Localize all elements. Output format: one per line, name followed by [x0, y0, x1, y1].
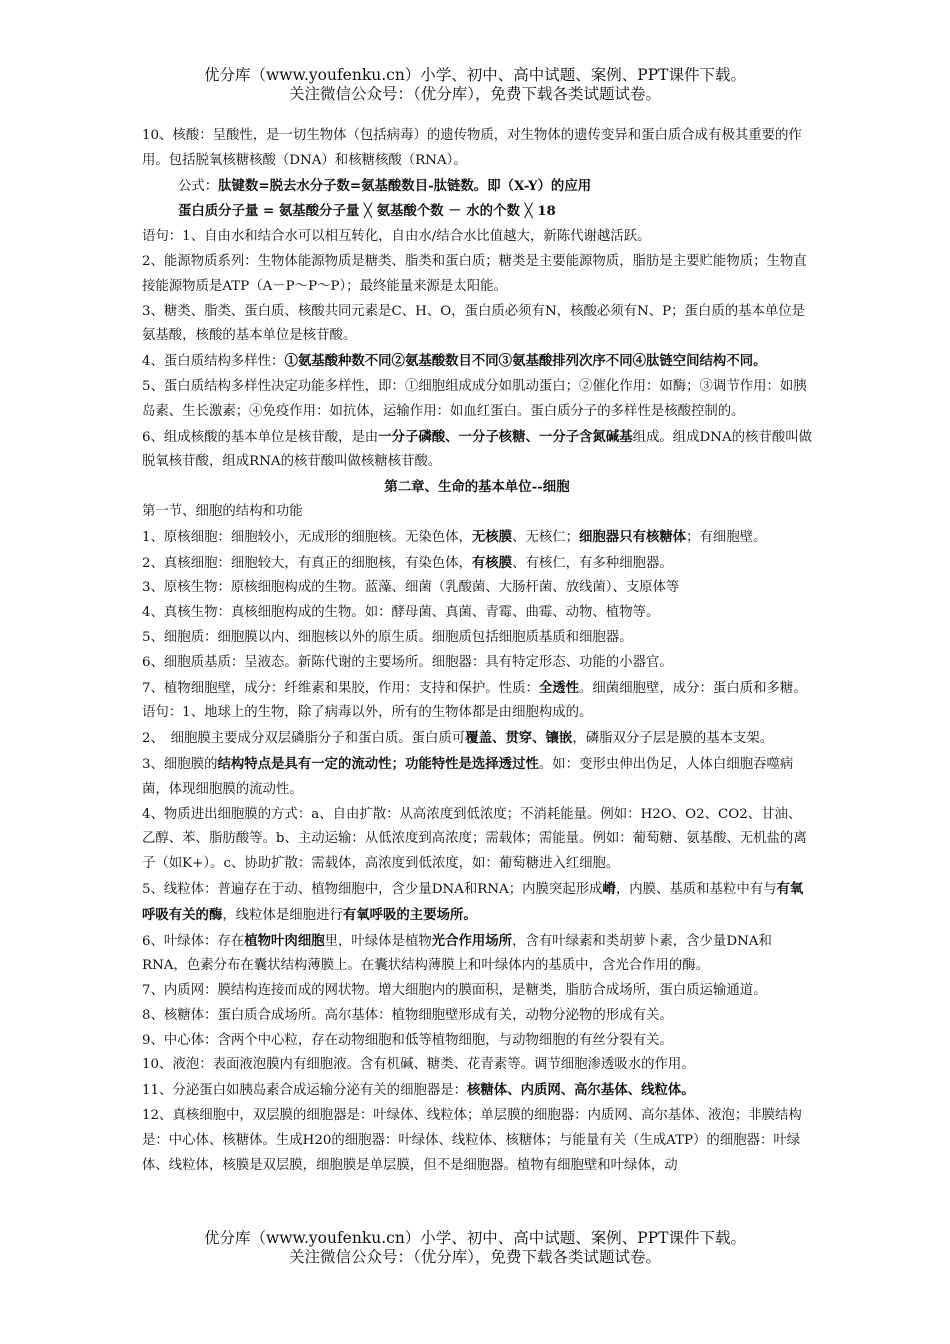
statement-secretory: 11、分泌蛋白如胰岛素合成运输分泌有关的细胞器是：核糖体、内质网、高尔基体、线粒体。 [142, 1082, 695, 1099]
header-line-1: 优分库（www.youfenku.cn）小学、初中、高中试题、案例、PPT课件下载。 [203, 66, 747, 84]
item-cytoplasm: 5、细胞质：细胞膜以内、细胞核以外的原生质。细胞质包括细胞质基质和细胞器。 [142, 629, 633, 645]
statement-protein-function: 5、蛋白质结构多样性决定功能多样性，即：①细胞组成成分如肌动蛋白；②催化作用：如酶；③调节作用：如胰岛素、生长激素；④免疫作用：如抗体，运输作用：如血红蛋白。蛋白质分子的多样性是核酸控制的。 [142, 378, 807, 419]
statement-centrosome: 9、中心体：含两个中心粒，存在动物细胞和低等植物细胞，与动物细胞的有丝分裂有关。 [142, 1032, 673, 1048]
document-body [142, 124, 812, 1178]
item-cell-wall: 7、植物细胞壁，成分：纤维素和果胶，作用：支持和保护。性质：全透性。细菌细胞壁，成分：蛋白质和多糖。 [142, 679, 807, 696]
statement-chloroplast: 6、叶绿体：存在植物叶肉细胞里，叶绿体是植物光合作用场所，含有叶绿素和类胡萝卜素，含少量DNA和RNA，色素分布在囊状结构薄膜上。在囊状结构薄膜上和叶绿体内的基质中，含光合作用的酶。 [142, 932, 772, 974]
statement-mitochondria: 5、线粒体：普遍存在于动、植物细胞中，含少量DNA和RNA；内膜突起形成嵴，内膜、基质和基粒中有与有氧呼吸有关的酶，线粒体是细胞进行有氧呼吸的主要场所。 [142, 880, 804, 923]
paragraph-nucleic-acid: 10、核酸：呈酸性，是一切生物体（包括病毒）的遗传物质，对生物体的遗传变异和蛋白质合成有极其重要的作用。包括脱氧核糖核酸（DNA）和核糖核酸（RNA）。 [142, 128, 802, 168]
statement-nucleotide: 6、组成核酸的基本单位是核苷酸，是由一分子磷酸、一分子核糖、一分子含氮碱基组成。组成DNA的核苷酸叫做脱氧核苷酸，组成RNA的核苷酸叫做核糖核苷酸。 [142, 428, 813, 470]
statement-membrane: 2、 细胞膜主要成分双层磷脂分子和蛋白质。蛋白质可覆盖、贯穿、镶嵌，磷脂双分子层是膜的基本支架。 [142, 730, 774, 747]
statement-ribosome: 8、核糖体：蛋白质合成场所。高尔基体：植物细胞壁形成有关，动物分泌物的形成有关。 [142, 1007, 673, 1023]
formula-peptide-bond: 公式：肽键数=脱去水分子数=氨基酸数目-肽链数。即（X-Y）的应用 [178, 177, 592, 194]
statement-elements: 3、糖类、脂类、蛋白质、核酸共同元素是C、H、O，蛋白质必须有N，核酸必须有N、P；蛋白质的基本单位是氨基酸，核酸的基本单位是核苷酸。 [142, 303, 806, 344]
statement-membrane-features: 3、细胞膜的结构特点是具有一定的流动性；功能特性是选择透过性。如：变形虫伸出伪足，人体白细胞吞噬病菌，体现细胞膜的流动性。 [142, 755, 794, 797]
header-line-2: 关注微信公众号：（优分库），免费下载各类试题试卷。 [288, 85, 661, 103]
item-cytoplasmic-matrix: 6、细胞质基质：呈液态。新陈代谢的主要场所。细胞器：具有特定形态、功能的小器官。 [142, 654, 673, 670]
statement-water: 语句：1、自由水和结合水可以相互转化，自由水/结合水比值越大，新陈代谢越活跃。 [142, 229, 651, 245]
item-prokaryotic-cell: 1、原核细胞：细胞较小，无成形的细胞核。无染色体，无核膜、无核仁；细胞器只有核糖体；有细胞壁。 [142, 528, 767, 545]
page-footer [0, 1229, 950, 1267]
formula-protein-weight: 蛋白质分子量 = 氨基酸分子量 ╳ 氨基酸个数 － 水的个数 ╳ 18 [178, 203, 556, 220]
footer-line-1: 优分库（www.youfenku.cn）小学、初中、高中试题、案例、PPT课件下载。 [203, 1229, 747, 1247]
statement-organelles: 12、真核细胞中，双层膜的细胞器是：叶绿体、线粒体；单层膜的细胞器：内质网、高尔基体、液泡；非膜结构是：中心体、核糖体。生成H20的细胞器：叶绿体、线粒体、核糖体；与能量有关（生成ATP）的细胞器：叶绿体、线粒体，核膜是双层膜，细胞膜是单层膜，但不是细胞器。植物有细胞壁和叶绿体，动 [142, 1108, 802, 1173]
statement-protein-diversity: 4、蛋白质结构多样性：①氨基酸种数不同②氨基酸数目不同③氨基酸排列次序不同④肽链空间结构不同。 [142, 353, 767, 370]
statement-cells: 语句：1、地球上的生物，除了病毒以外，所有的生物体都是由细胞构成的。 [142, 705, 593, 721]
chapter-title: 第二章、生命的基本单位--细胞 [384, 479, 570, 496]
page-header [0, 66, 950, 104]
item-prokaryote: 3、原核生物：原核细胞构成的生物。蓝藻、细菌（乳酸菌、大肠杆菌、放线菌）、支原体等 [142, 580, 680, 596]
section-title: 第一节、细胞的结构和功能 [142, 503, 303, 519]
item-eukaryote: 4、真核生物：真核细胞构成的生物。如：酵母菌、真菌、青霉、曲霉、动物、植物等。 [142, 605, 660, 621]
item-eukaryotic-cell: 2、真核细胞：细胞较大，有真正的细胞核，有染色体，有核膜、有核仁，有多种细胞器。 [142, 554, 673, 571]
statement-er: 7、内质网：膜结构连接而成的网状物。增大细胞内的膜面积，是糖类，脂肪合成场所，蛋白质运输通道。 [142, 983, 767, 999]
statement-transport: 4、物质进出细胞膜的方式：a、自由扩散：从高浓度到低浓度；不消耗能量。例如：H2O、O2、CO2、甘油、乙醇、苯、脂肪酸等。b、主动运输：从低浓度到高浓度；需载体；需能量。例如：葡萄糖、氨基酸、无机盐的离子（如K+）。c、协助扩散：需载体，高浓度到低浓度，如：葡萄糖进入红细胞。 [142, 806, 807, 872]
statement-vacuole: 10、液泡：表面液泡膜内有细胞液。含有机碱、糖类、花青素等。调节细胞渗透吸水的作用。 [142, 1057, 695, 1073]
statement-energy: 2、能源物质系列：生物体能源物质是糖类、脂类和蛋白质；糖类是主要能源物质，脂肪是主要贮能物质；生物直接能源物质是ATP（A－P～P～P）；最终能量来源是太阳能。 [142, 253, 807, 294]
footer-line-2: 关注微信公众号：（优分库），免费下载各类试题试卷。 [288, 1248, 661, 1266]
